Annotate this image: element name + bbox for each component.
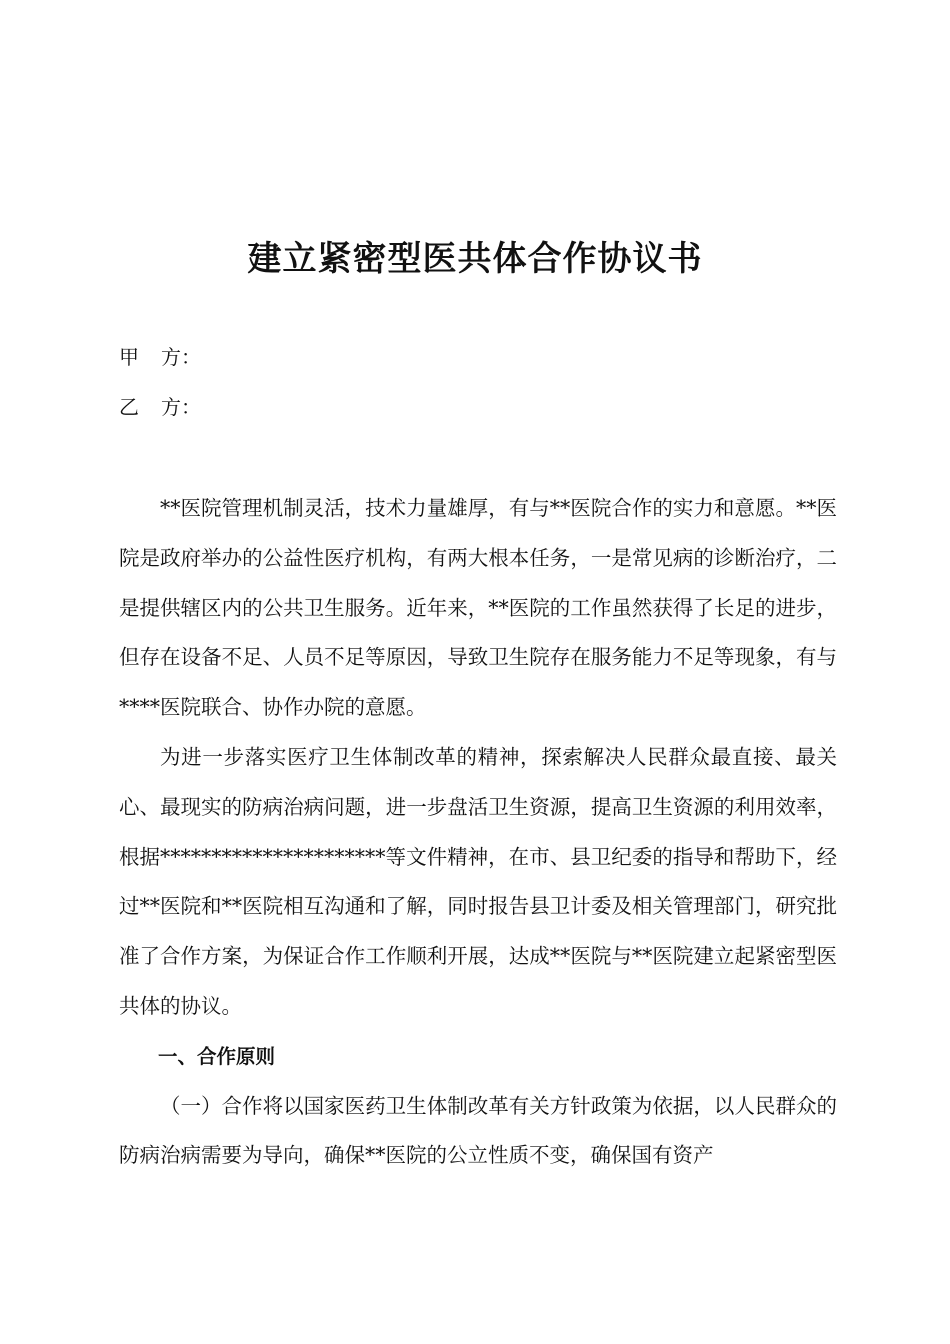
party-a-line <box>119 342 201 372</box>
party-b-label-suffix: 方： <box>161 395 201 419</box>
intro-paragraph-2: 为进一步落实医疗卫生体制改革的精神，探索解决人民群众最直接、最关心、最现实的防病治病问题，进一步盘活卫生资源，提高卫生资源的利用效率，根据**********************等文件精神，在市、县卫纪委的指导和帮助下，经过**医院和**医院相互沟通和了解，同时报告县卫计委及相关管理部门，研究批准了合作方案，为保证合作工作顺利开展，达成**医院与**医院建立起紧密型医共体的协议。 <box>119 744 837 1018</box>
document-title: 建立紧密型医共体合作协议书 <box>247 239 703 279</box>
section-1-paragraph-1: （一）合作将以国家医药卫生体制改革有关方针政策为依据，以人民群众的防病治病需要为导向，确保**医院的公立性质不变，确保国有资产 <box>119 1093 837 1168</box>
party-b-label-char: 乙 <box>119 395 139 419</box>
party-b-line <box>119 392 201 422</box>
section-heading-cooperation-principles: 一、合作原则 <box>158 1044 276 1068</box>
party-a-label-char: 甲 <box>119 345 139 369</box>
intro-paragraph-1: **医院管理机制灵活，技术力量雄厚，有与**医院合作的实力和意愿。**医院是政府举办的公益性医疗机构，有两大根本任务，一是常见病的诊断治疗，二是提供辖区内的公共卫生服务。近年来，**医院的工作虽然获得了长足的进步，但存在设备不足、人员不足等原因，导致卫生院存在服务能力不足等现象，有与****医院联合、协作办院的意愿。 <box>119 496 837 720</box>
party-a-label-suffix: 方： <box>161 345 201 369</box>
agreement-body <box>119 484 837 1181</box>
